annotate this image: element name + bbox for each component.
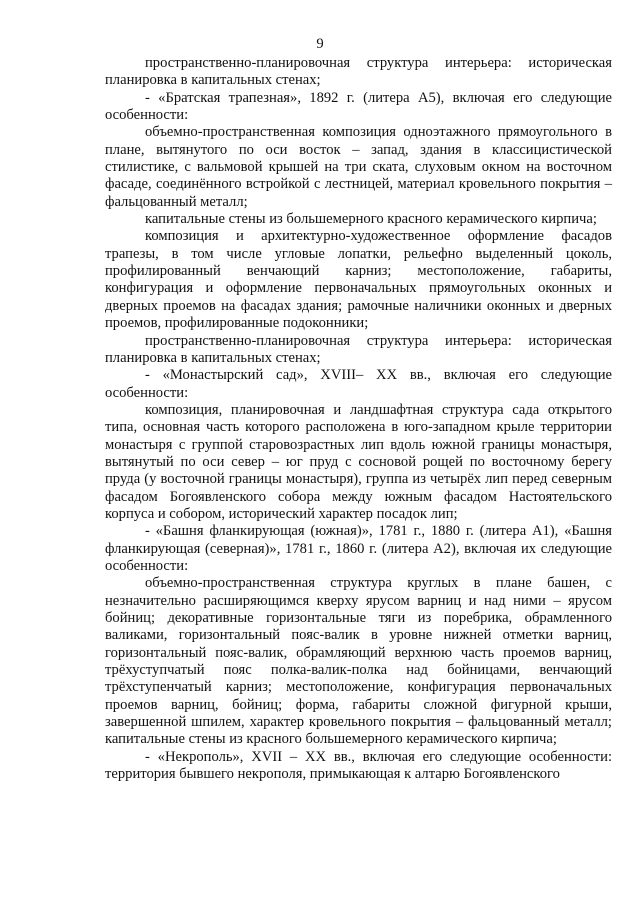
document-body (105, 55, 612, 783)
paragraph-refectory-interior: пространственно-планировочная структура интерьера: историческая планировка в капитальных стенах; (105, 332, 612, 366)
paragraph-refectory-composition: объемно-пространственная композиция одноэтажного прямоугольного в плане, вытянутого по оси восток – запад, здания в классицистической стилистике, с вальмовой крышей на три ската, слуховым окном на восточном фасаде, соединённого встройкой с лестницей, материал кровельного покрытия – фальцованный металл; (105, 124, 612, 210)
paragraph-monastery-garden: - «Монастырский сад», XVIII– XX вв., включая его следующие особенности: (105, 367, 612, 401)
paragraph-interior-structure: пространственно-планировочная структура интерьера: историческая планировка в капитальных стенах; (105, 55, 612, 89)
paragraph-necropolis: - «Некрополь», XVII – XX вв., включая его следующие особенности: территория бывшего некрополя, примыкающая к алтарю Богоявленского (105, 748, 612, 783)
paragraph-garden-composition: композиция, планировочная и ландшафтная структура сада открытого типа, основная часть которого расположена в юго-западном крыле территории монастыря с группой старовозрастных лип вдоль южной границы монастыря, вытянутый по оси север – юг пруд с сосновой рощей по восточному берегу пруда (у восточной границы монастыря), группа из четырёх лип перед северным фасадом Богоявленского собора между южным фасадом Настоятельского корпуса и собором, исторический характер посадок лип; (105, 401, 612, 522)
page-number: 9 (316, 36, 324, 52)
paragraph-towers-structure: объемно-пространственная структура круглых в плане башен, с незначительно расширяющимся кверху ярусом варниц и над ними – ярусом бойниц; декоративные горизонтальные тяги из поребрика, обрамленного валиками, горизонтальный пояс-валик в уровне нижней отметки варниц, горизонтальный пояс-валик, обрамляющий верхнюю часть проемов варниц, трёхуступчатый пояс полка-валик-полка над бойницами, венчающий трёхступенчатый карниз; местоположение, конфигурация первоначальных проемов варниц, бойниц; форма, габариты сложной фигурной крыши, завершенной шпилем, характер кровельного покрытия – фальцованный металл; капитальные стены из красного большемерного керамического кирпича; (105, 575, 612, 748)
paragraph-brotherly-refectory: - «Братская трапезная», 1892 г. (литера А5), включая его следующие особенности: (105, 89, 612, 124)
paragraph-flanking-towers: - «Башня фланкирующая (южная)», 1781 г., 1880 г. (литера А1), «Башня фланкирующая (северная)», 1781 г., 1860 г. (литера А2), включая их следующие особенности: (105, 523, 612, 574)
paragraph-refectory-walls: капитальные стены из большемерного красного керамического кирпича; (145, 211, 597, 228)
paragraph-refectory-facades: композиция и архитектурно-художественное оформление фасадов трапезы, в том числе угловые лопатки, рельефно выделенный цоколь, профилированный венчающий карниз; местоположение, габариты, конфигурация и оформление первоначальных прямоугольных оконных и дверных проемов на фасадах здания; рамочные наличники оконных и дверных проемов, профилированные подоконники; (105, 228, 612, 332)
